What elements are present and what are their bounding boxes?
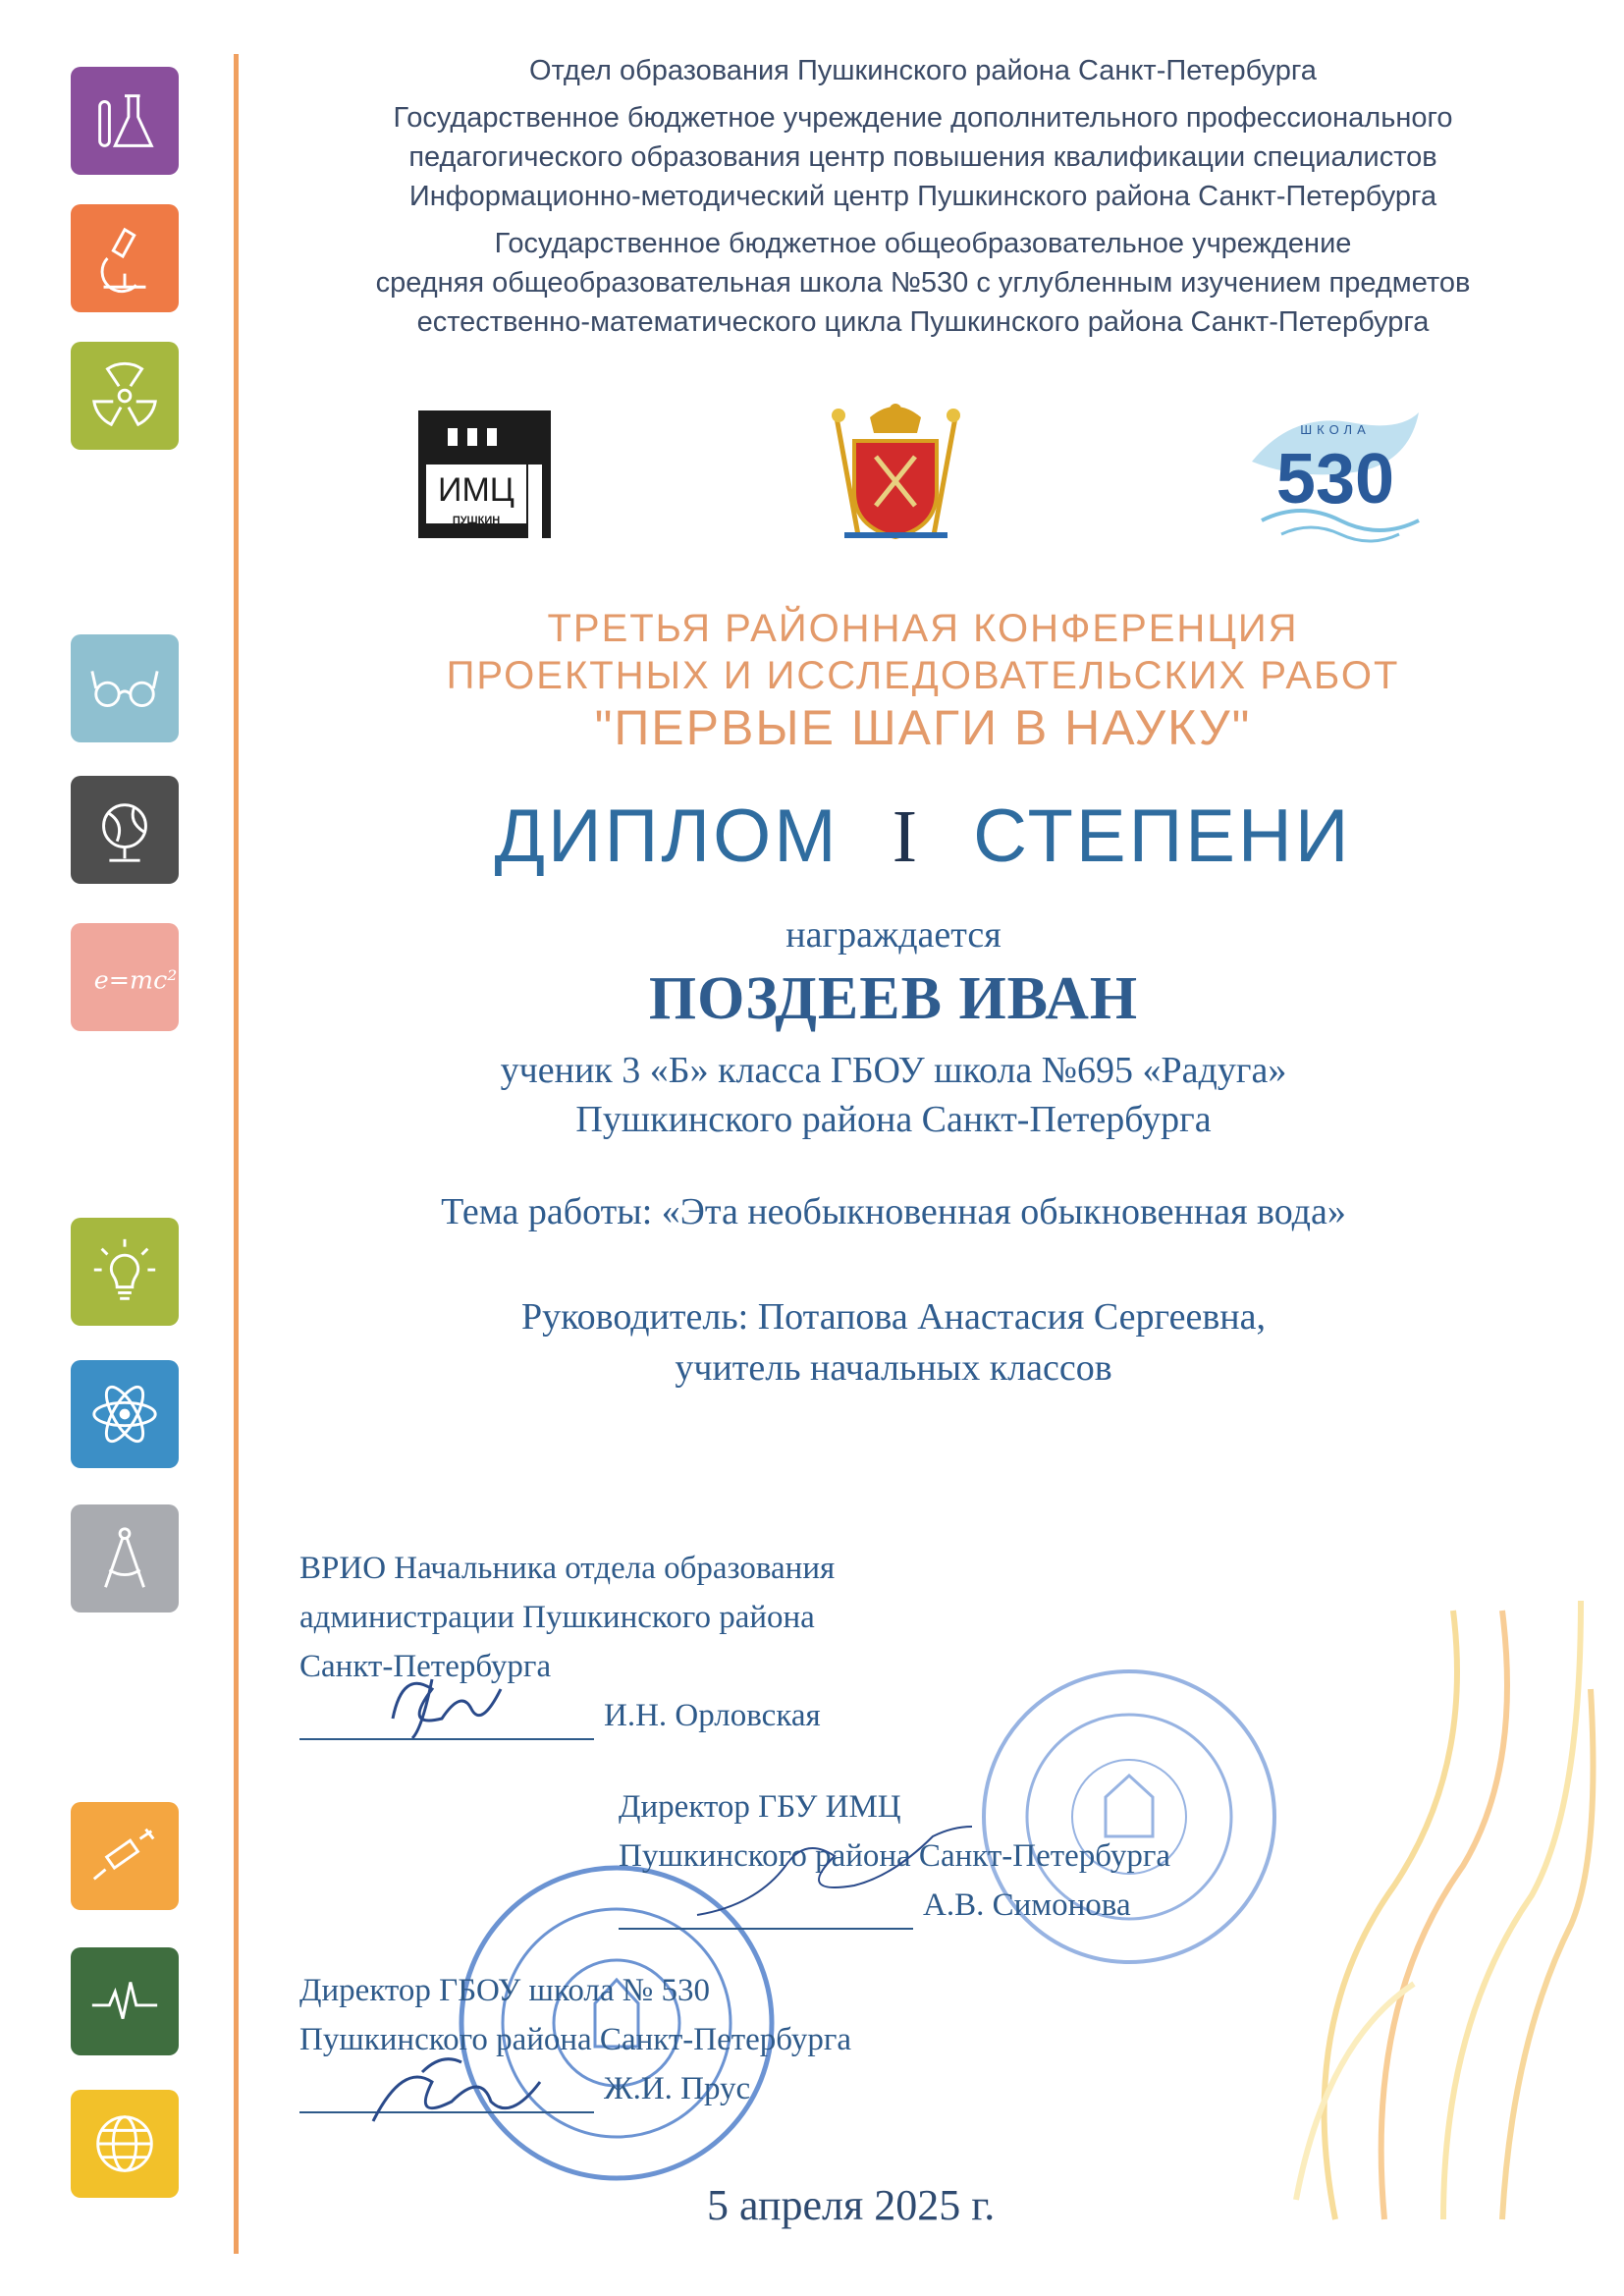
handwritten-signature-1 xyxy=(373,1660,520,1748)
heartbeat-icon xyxy=(71,1947,179,2055)
header xyxy=(275,51,1571,342)
conference-title xyxy=(275,605,1571,756)
diploma-word: ДИПЛОМ xyxy=(494,794,839,878)
recipient-name: ПОЗДЕЕВ ИВАН xyxy=(648,965,1139,1032)
coat-of-arms xyxy=(825,398,967,555)
awarded-label: награждается xyxy=(785,914,1001,956)
header-line-dept: Отдел образования Пушкинского района Санкт-Петербурга xyxy=(529,55,1317,86)
handwritten-signature-3 xyxy=(363,2043,579,2131)
header-line-school-2: средняя общеобразовательная школа №530 с углубленным изучением предметов xyxy=(375,267,1471,299)
conference-title-line3: "ПЕРВЫЕ ШАГИ В НАУКУ" xyxy=(594,700,1252,755)
signer-1-title-line2: администрации Пушкинского района xyxy=(299,1600,815,1635)
syringe-icon xyxy=(71,1802,179,1910)
header-line-gbu-2: педагогического образования центр повышения квалификации специалистов xyxy=(408,141,1437,173)
signer-3-title-line2: Пушкинского района Санкт-Петербурга xyxy=(299,2022,852,2057)
supervisor-position: учитель начальных классов xyxy=(675,1347,1112,1389)
diploma-heading xyxy=(275,793,1571,880)
school-logo-word: ШКОЛА xyxy=(1300,422,1371,437)
recipient-details xyxy=(275,1046,1512,1144)
signer-2-title-line2: Пушкинского района Санкт-Петербурга xyxy=(619,1838,1171,1874)
supervisor xyxy=(275,1291,1512,1394)
atom-icon xyxy=(71,1360,179,1468)
diploma-degree-word: СТЕПЕНИ xyxy=(973,794,1352,878)
signer-1-title-line1: ВРИО Начальника отдела образования xyxy=(299,1551,836,1586)
formula-icon xyxy=(71,923,179,1031)
school-logo-number: 530 xyxy=(1275,440,1395,519)
diploma-degree: I xyxy=(892,795,921,878)
world-icon xyxy=(71,2090,179,2198)
signer-2-title-line1: Директор ГБУ ИМЦ xyxy=(619,1789,901,1825)
work-topic: Тема работы: «Эта необыкновенная обыкновенная вода» xyxy=(441,1191,1346,1232)
header-line-gbu-1: Государственное бюджетное учреждение дополнительного профессионального xyxy=(393,102,1453,134)
flame-decoration xyxy=(1276,1591,1610,2219)
imc-logo xyxy=(418,410,551,538)
supervisor-name: Руководитель: Потапова Анастасия Сергеевна, xyxy=(520,1296,1267,1338)
signer-3-title-line1: Директор ГБОУ школа № 530 xyxy=(299,1973,710,2008)
flask-icon xyxy=(71,67,179,175)
header-line-school-1: Государственное бюджетное общеобразовательное учреждение xyxy=(494,228,1352,259)
compass-icon xyxy=(71,1504,179,1613)
header-line-gbu-3: Информационно-методический центр Пушкинского района Санкт-Петербурга xyxy=(408,181,1437,212)
imc-logo-subtext: ПУШКИН xyxy=(452,515,501,526)
radiation-icon xyxy=(71,342,179,450)
microscope-icon xyxy=(71,204,179,312)
school-530-logo xyxy=(1242,403,1429,550)
recipient-class: ученик 3 «Б» класса ГБОУ школа №695 «Радуга» xyxy=(500,1050,1287,1091)
glasses-icon xyxy=(71,634,179,742)
conference-title-line2: ПРОЕКТНЫХ И ИССЛЕДОВАТЕЛЬСКИХ РАБОТ xyxy=(446,654,1400,697)
header-line-school-3: естественно-математического цикла Пушкинского района Санкт-Петербурга xyxy=(416,306,1430,338)
recipient-district: Пушкинского района Санкт-Петербурга xyxy=(575,1099,1212,1140)
signer-1-name: И.Н. Орловская xyxy=(604,1698,821,1733)
issue-date: 5 апреля 2025 г. xyxy=(707,2181,996,2229)
signer-3-name: Ж.И. Прус xyxy=(604,2071,751,2106)
conference-title-line1: ТРЕТЬЯ РАЙОННАЯ КОНФЕРЕНЦИЯ xyxy=(547,607,1299,650)
handwritten-signature-2 xyxy=(687,1827,982,1935)
signer-2-name: А.В. Симонова xyxy=(923,1887,1131,1923)
orange-divider xyxy=(234,54,239,2254)
lightbulb-icon xyxy=(71,1218,179,1326)
svg-text:e=mc²: e=mc² xyxy=(93,964,178,995)
imc-logo-text: ИМЦ xyxy=(438,471,514,509)
globe-icon xyxy=(71,776,179,884)
signer-1-title-line3: Санкт-Петербурга xyxy=(299,1649,552,1684)
